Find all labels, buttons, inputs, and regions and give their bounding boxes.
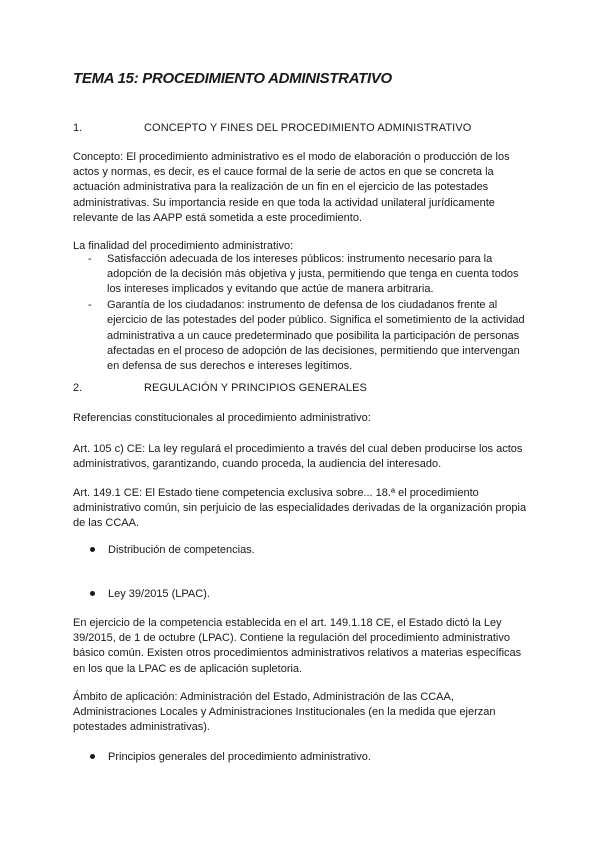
bullet-distribucion [90, 543, 255, 558]
ambito-paragraph: Ámbito de aplicación: Administración del Estado, Administración de las CCAA, Administraciones Locales y Administraciones Institucionales (en la medida que ejerzan potestades administrativas). [73, 691, 496, 734]
list-item-text: Garantía de los ciudadanos: instrumento de defensa de los ciudadanos frente al ejercicio de las potestades del poder público. Significa el sometimiento de la actividad administrativa a un cauce predeterminado que posibilita la participación de personas afectadas en el proceso de adopción de las decisiones, permitiendo que intervengan en defensa de sus derechos e intereses legítimos. [107, 299, 525, 372]
section-2-title: REGULACIÓN Y PRINCIPIOS GENERALES [144, 382, 367, 394]
list-item-text: Satisfacción adecuada de los intereses públicos: instrumento necesario para la adopción de la decisión más objetiva y justa, permitiendo que tenga en cuenta todos los intereses implicados y evitando que actúe de manera arbitraria. [107, 253, 519, 296]
list-item [88, 252, 533, 298]
bullet-text: Principios generales del procedimiento administrativo. [108, 751, 371, 763]
bullet-text: Ley 39/2015 (LPAC). [108, 588, 210, 600]
bullet-dot [90, 591, 95, 596]
art105-paragraph: Art. 105 c) CE: La ley regulará el procedimiento a través del cual deben producirse los actos administrativos, garantizando, cuando proceda, la audiencia del interesado. [73, 443, 523, 471]
bullet-principios [90, 750, 371, 765]
concepto-paragraph: Concepto: El procedimiento administrativo es el modo de elaboración o producción de los actos y normas, es decir, es el cauce formal de la serie de actos en que se concreta la actuación administrativa para la realización de un fin en el ejercicio de las potestades administrativas. Su importancia reside en que toda la actividad unilateral jurídicamente relevante de las AAPP está sometida a este procedimiento. [73, 151, 510, 224]
section-1-title: CONCEPTO Y FINES DEL PROCEDIMIENTO ADMINISTRATIVO [144, 122, 472, 134]
page-title: TEMA 15: PROCEDIMIENTO ADMINISTRATIVO [73, 70, 392, 87]
bullet-dot [90, 547, 95, 552]
section-2-number: 2. [73, 382, 83, 394]
referencias-paragraph: Referencias constitucionales al procedimiento administrativo: [73, 412, 371, 424]
bullet-ley [90, 587, 210, 602]
finalidad-list [88, 252, 533, 374]
finalidad-intro: La finalidad del procedimiento administrativo: [73, 240, 294, 252]
list-item [88, 298, 533, 374]
section-1-number: 1. [73, 122, 83, 134]
bullet-text: Distribución de competencias. [108, 544, 255, 556]
bullet-dot [90, 754, 95, 759]
art149-paragraph: Art. 149.1 CE: El Estado tiene competencia exclusiva sobre... 18.ª el procedimiento administrativo común, sin perjuicio de las especialidades derivadas de la organización propia de las CCAA. [73, 487, 527, 530]
ejercicio-paragraph: En ejercicio de la competencia establecida en el art. 149.1.18 CE, el Estado dictó la Ley 39/2015, de 1 de octubre (LPAC). Contiene la regulación del procedimiento administrativo básico común. Existen otros procedimientos administrativos relativos a materias específicas en los que la LPAC es de aplicación supletoria. [73, 617, 522, 675]
dash-marker: - [88, 253, 92, 265]
dash-marker: - [88, 299, 92, 312]
